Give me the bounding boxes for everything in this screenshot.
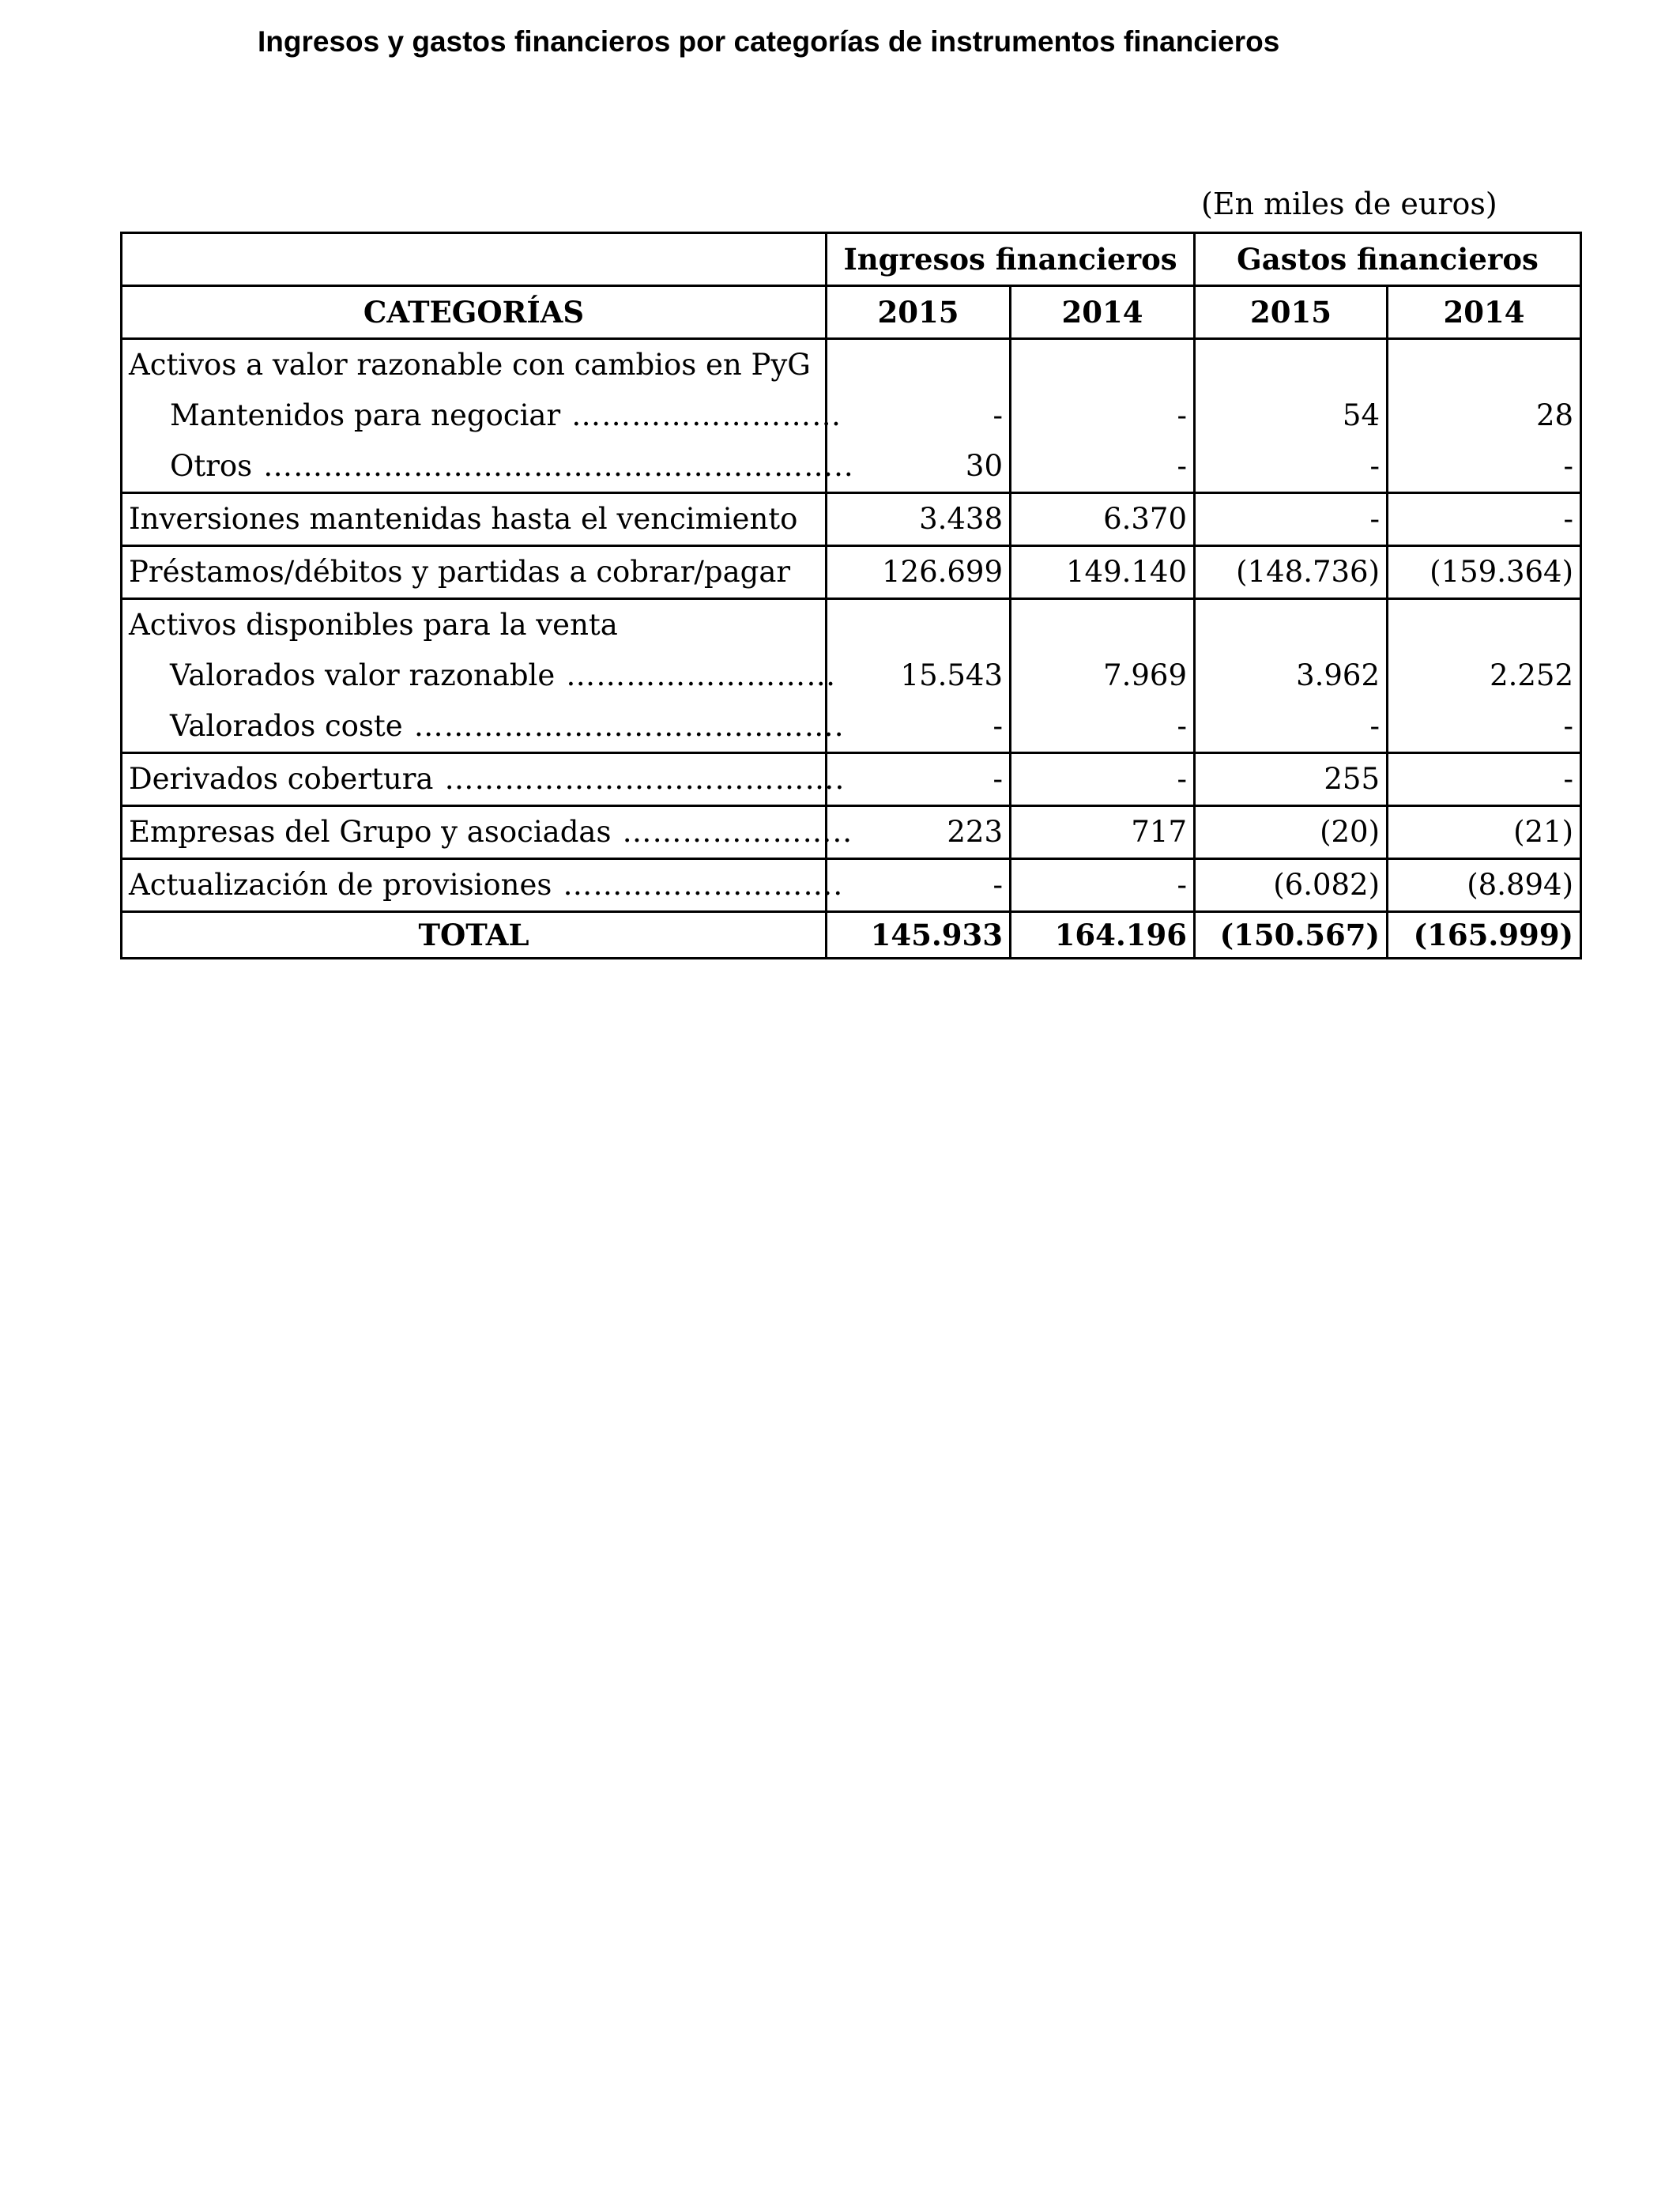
table-row [122, 599, 1581, 651]
value-cell [1388, 339, 1581, 391]
value-cell: (159.364) [1388, 546, 1581, 599]
value-cell: 30 [827, 441, 1011, 493]
row-label-cell [122, 441, 854, 493]
value-cell: 717 [1011, 806, 1195, 859]
table-row [122, 806, 1581, 859]
table-row [122, 650, 1581, 701]
category-header: CATEGORÍAS [122, 286, 827, 339]
leader-dots: ……………………… [571, 398, 842, 432]
value-cell: 6.370 [1011, 493, 1195, 546]
table-row [122, 546, 1581, 599]
value-cell [827, 339, 1011, 391]
table-row [122, 339, 1581, 391]
value-cell: - [1388, 753, 1581, 806]
table-row [122, 701, 1581, 753]
value-cell [1011, 339, 1195, 391]
leader-dots: ……………………… [566, 658, 837, 692]
page-title: Ingresos y gastos financieros por categorías de instrumentos financieros [258, 25, 1280, 58]
leader-dots: ………………….. [622, 815, 853, 849]
year-header: 2014 [1388, 286, 1581, 339]
leader-dots: ……………………………………. [413, 709, 845, 743]
year-header-row [122, 286, 1581, 339]
row-label: Mantenidos para negociar [170, 398, 561, 432]
financial-table [120, 232, 1582, 959]
value-cell [1195, 339, 1388, 391]
table-row [122, 859, 1581, 912]
table-row [122, 493, 1581, 546]
value-cell: 2.252 [1388, 650, 1581, 701]
empty-header-cell [122, 233, 827, 286]
table-row [122, 441, 1581, 493]
leader-dots: ………………………. [563, 868, 844, 902]
value-cell: 7.969 [1011, 650, 1195, 701]
value-cell: (8.894) [1388, 859, 1581, 912]
total-label: TOTAL [122, 912, 827, 959]
value-cell: - [827, 390, 1011, 441]
value-cell: 255 [1195, 753, 1388, 806]
value-cell: - [1388, 493, 1581, 546]
value-cell [1388, 599, 1581, 651]
row-label-cell [122, 650, 837, 701]
row-label: Valorados coste [170, 709, 403, 743]
total-value: (150.567) [1195, 912, 1388, 959]
table-row [122, 390, 1581, 441]
total-value: (165.999) [1388, 912, 1581, 959]
value-cell: - [1011, 441, 1195, 493]
value-cell: - [1195, 441, 1388, 493]
row-label-cell [122, 390, 842, 441]
value-cell: - [827, 753, 1011, 806]
leader-dots: …………………………………. [444, 762, 846, 796]
value-cell: (148.736) [1195, 546, 1388, 599]
year-header: 2015 [1195, 286, 1388, 339]
row-label: Actualización de provisiones [129, 868, 552, 902]
value-cell: - [1195, 493, 1388, 546]
value-cell [1195, 599, 1388, 651]
year-header: 2015 [827, 286, 1011, 339]
value-cell: - [1011, 753, 1195, 806]
group-header-row [122, 233, 1581, 286]
row-label-cell [122, 806, 853, 859]
row-label: Activos disponibles para la venta [122, 599, 827, 651]
total-value: 145.933 [827, 912, 1011, 959]
row-label-cell [122, 701, 845, 753]
value-cell: - [827, 859, 1011, 912]
value-cell: 149.140 [1011, 546, 1195, 599]
value-cell: (6.082) [1195, 859, 1388, 912]
year-header: 2014 [1011, 286, 1195, 339]
value-cell: 54 [1195, 390, 1388, 441]
row-label: Activos a valor razonable con cambios en PyG [122, 339, 827, 391]
row-label-cell [122, 753, 846, 806]
total-value: 164.196 [1011, 912, 1195, 959]
row-label: Empresas del Grupo y asociadas [129, 815, 612, 849]
value-cell: - [827, 701, 1011, 753]
unit-note: (En miles de euros) [1201, 187, 1497, 221]
value-cell: 15.543 [827, 650, 1011, 701]
value-cell [1011, 599, 1195, 651]
expense-group-header: Gastos financieros [1195, 233, 1581, 286]
income-group-header: Ingresos financieros [827, 233, 1195, 286]
row-label: Valorados valor razonable [170, 658, 556, 692]
value-cell: 3.962 [1195, 650, 1388, 701]
value-cell: (21) [1388, 806, 1581, 859]
row-label: Inversiones mantenidas hasta el vencimiento [122, 493, 827, 546]
leader-dots: ………………………………………………….. [263, 449, 854, 483]
row-label-cell [122, 859, 844, 912]
value-cell: (20) [1195, 806, 1388, 859]
value-cell [827, 599, 1011, 651]
value-cell: - [1195, 701, 1388, 753]
value-cell: - [1011, 390, 1195, 441]
value-cell: - [1011, 859, 1195, 912]
value-cell: - [1011, 701, 1195, 753]
value-cell: 223 [827, 806, 1011, 859]
value-cell: - [1388, 441, 1581, 493]
value-cell: 28 [1388, 390, 1581, 441]
row-label: Otros [170, 449, 253, 483]
row-label: Préstamos/débitos y partidas a cobrar/pagar [122, 546, 827, 599]
value-cell: 3.438 [827, 493, 1011, 546]
total-row [122, 912, 1581, 959]
value-cell: - [1388, 701, 1581, 753]
table-row [122, 753, 1581, 806]
row-label: Derivados cobertura [129, 762, 434, 796]
value-cell: 126.699 [827, 546, 1011, 599]
